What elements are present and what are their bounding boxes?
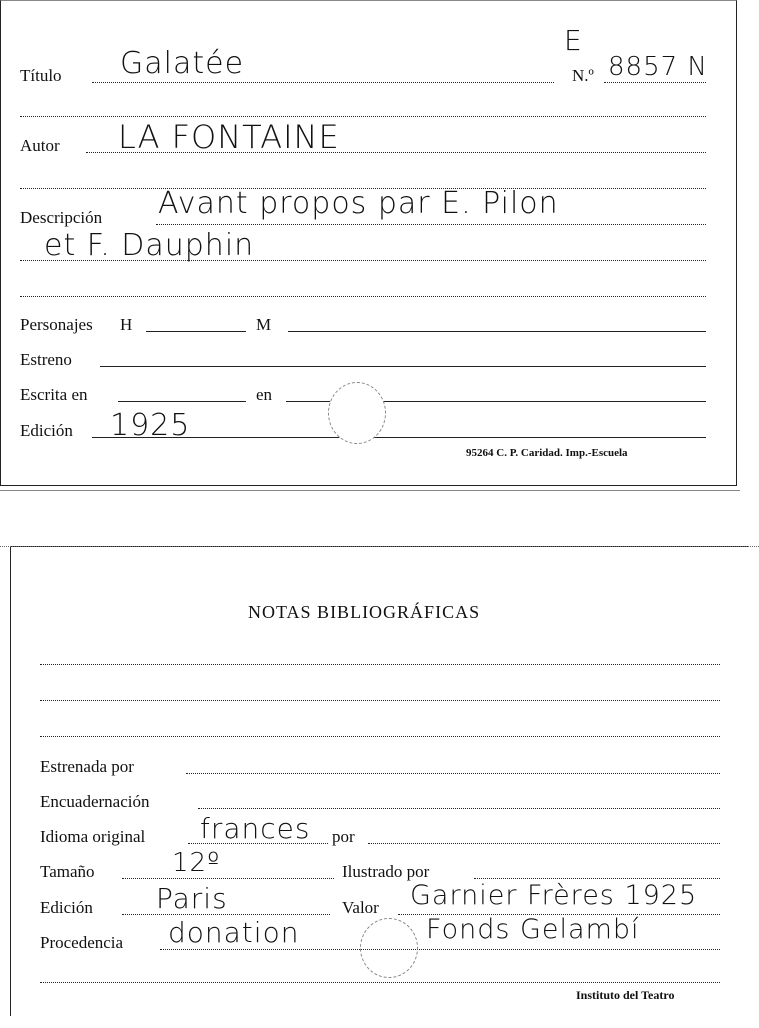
footer-institution: Instituto del Teatro	[576, 988, 675, 1002]
tamano-line	[122, 878, 334, 879]
numero-value: 8857 N	[608, 52, 708, 82]
numero-line	[604, 82, 706, 83]
card-letter: E	[564, 24, 583, 57]
numero-label: N.º	[572, 66, 594, 85]
idioma-original-label: Idioma original	[40, 827, 146, 846]
escrita-en-label: Escrita en	[20, 385, 88, 404]
edicion-value: 1925	[110, 408, 191, 443]
escrita-en-line	[118, 401, 246, 402]
descripcion-label: Descripción	[20, 208, 103, 227]
encuadernacion-line	[198, 808, 720, 809]
tamano-value: 12º	[172, 848, 221, 878]
descripcion-line	[156, 224, 706, 225]
card2-top-edge	[0, 546, 759, 547]
ilustrado-por-line	[474, 878, 720, 879]
personajes-m-line	[288, 331, 706, 332]
valor-value: Garnier Frères 1925	[410, 880, 698, 911]
escrita-en-en-label: en	[256, 385, 273, 404]
encuadernacion-label: Encuadernación	[40, 792, 150, 811]
autor-value: LA FONTAINE	[118, 118, 340, 156]
edicion2-value: Paris	[156, 882, 228, 915]
descripcion-value-1: Avant propos par E. Pilon	[158, 186, 559, 221]
descripcion-value-2: et F. Dauphin	[44, 228, 255, 263]
edicion2-label: Edición	[40, 898, 93, 917]
titulo-label: Título	[20, 66, 62, 85]
descripcion-line-3	[20, 296, 706, 297]
idioma-por-label: por	[332, 827, 355, 846]
autor-label: Autor	[20, 136, 60, 155]
card-edge-line	[0, 490, 740, 491]
personajes-h-label: H	[120, 315, 133, 334]
idioma-por-line	[368, 843, 720, 844]
personajes-m-label: M	[256, 315, 272, 334]
procedencia-extra-value: Fonds Gelambí	[426, 914, 640, 945]
punch-hole	[328, 382, 386, 444]
notas-line-last	[40, 982, 720, 983]
printer-mark: 95264 C. P. Caridad. Imp.-Escuela	[466, 447, 628, 459]
estreno-line	[100, 366, 706, 367]
titulo-value: Galatée	[120, 46, 245, 81]
procedencia-line	[160, 949, 720, 950]
personajes-h-line	[146, 331, 246, 332]
procedencia-value: donation	[168, 916, 300, 949]
estrenada-por-label: Estrenada por	[40, 757, 134, 776]
ilustrado-por-label: Ilustrado por	[342, 862, 430, 881]
notas-heading: NOTAS BIBLIOGRÁFICAS	[248, 602, 481, 622]
estrenada-por-line	[186, 773, 720, 774]
edicion-label: Edición	[20, 421, 73, 440]
notas-line-1	[40, 664, 720, 665]
tamano-label: Tamaño	[40, 862, 95, 881]
procedencia-label: Procedencia	[40, 933, 124, 952]
titulo-line	[92, 82, 554, 83]
punch-hole-2	[360, 918, 418, 978]
notas-line-2	[40, 700, 720, 701]
notas-line-3	[40, 736, 720, 737]
personajes-label: Personajes	[20, 315, 93, 334]
idioma-value: frances	[200, 812, 311, 845]
titulo-line-2	[20, 116, 706, 117]
estreno-label: Estreno	[20, 350, 72, 369]
valor-label: Valor	[342, 898, 379, 917]
